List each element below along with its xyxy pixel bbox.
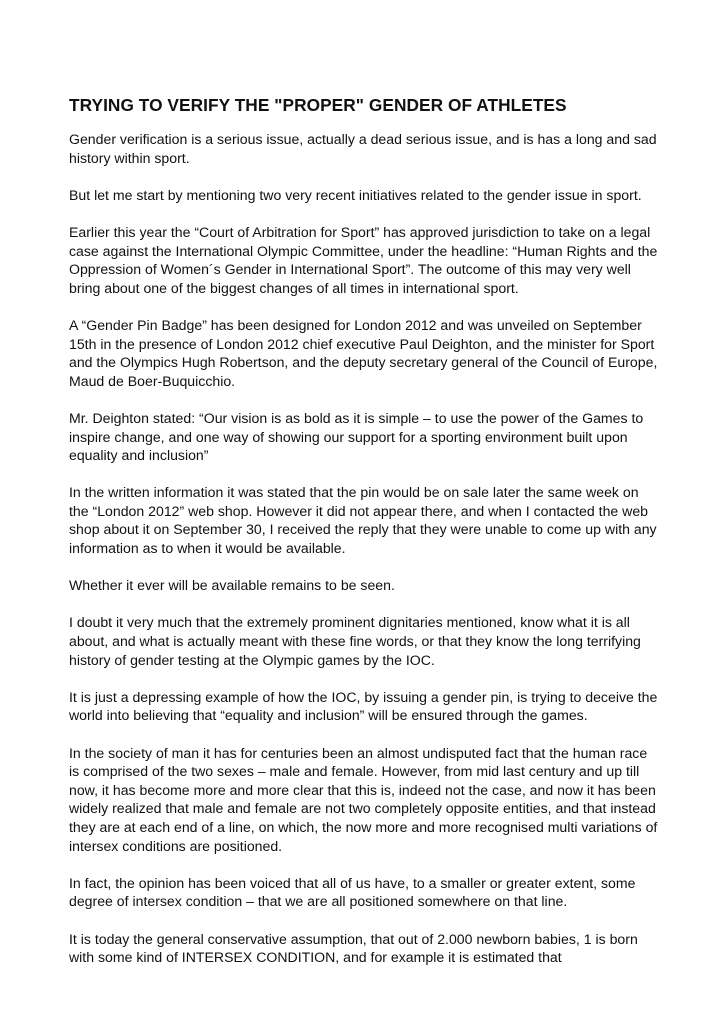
paragraph-4: A “Gender Pin Badge” has been designed for London 2012 and was unveiled on September 15th in the presence of London 2012 chief executive Paul Deighton, and the minister for Sport and the Olympics Hugh Robertson, and the deputy secretary general of the Council of Europe, Maud de Boer-Buquicchio. [69,316,658,389]
paragraph-8: I doubt it very much that the extremely prominent dignitaries mentioned, know what it is all about, and what is actually meant with these fine words, or that they know the long terrifying history of gender testing at the Olympic games by the IOC. [69,614,641,668]
document-body [69,94,659,985]
paragraph-6: In the written information it was stated that the pin would be on sale later the same week on the “London 2012” web shop. However it did not appear there, and when I contacted the web shop about it on September 30, I received the reply that they were unable to come up with any information as to when it would be available. [69,484,657,557]
paragraph-5: Mr. Deighton stated: “Our vision is as bold as it is simple – to use the power of the Games to inspire change, and one way of showing our support for a sporting environment built upon equality and inclusion” [69,409,644,464]
document-title: TRYING TO VERIFY THE "PROPER" GENDER OF ATHLETES [69,95,567,115]
paragraph-11: In fact, the opinion has been voiced that all of us have, to a smaller or greater extent, some degree of intersex condition – that we are all positioned somewhere on that line. [69,874,636,910]
paragraph-9: It is just a depressing example of how the IOC, by issuing a gender pin, is trying to deceive the world into believing that “equality and inclusion” will be ensured through the games. [69,688,658,724]
paragraph-12: It is today the general conservative assumption, that out of 2.000 newborn babies, 1 is born with some kind of INTERSEX CONDITION, and for example it is estimated that [69,930,638,966]
paragraph-10: In the society of man it has for centuries been an almost undisputed fact that the human race is comprised of the two sexes – male and female. However, from mid last century and up till now, it has become more and more clear that this is, indeed not the case, and now it has been widely realized that male and female are not two completely opposite entities, and that instead they are at each end of a line, on which, the now more and more recognised multi variations of intersex conditions are positioned. [69,744,658,854]
paragraph-7: Whether it ever will be available remains to be seen. [69,577,395,594]
paragraph-1: Gender verification is a serious issue, actually a dead serious issue, and is has a long and sad history within sport. [69,131,657,166]
paragraph-2: But let me start by mentioning two very recent initiatives related to the gender issue in sport. [69,186,642,203]
paragraph-3: Earlier this year the “Court of Arbitration for Sport” has approved jurisdiction to take on a legal case against the International Olympic Committee, under the headline: “Human Rights and the Oppression of Women´s Gender in International Sport”. The outcome of this may very well bring about one of the biggest changes of all times in international sport. [69,223,658,296]
